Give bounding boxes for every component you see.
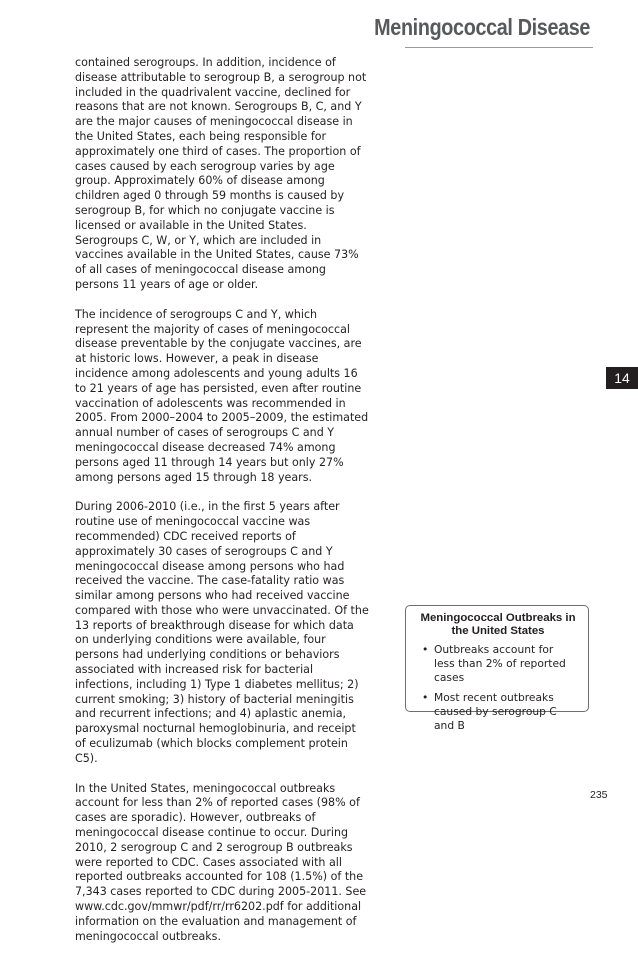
bullet-icon: • [422, 690, 429, 704]
running-header-title: Meningococcal Disease [374, 14, 590, 40]
sidebar-bullet-list [420, 643, 576, 733]
page-number: 235 [590, 789, 608, 801]
chapter-tab: 14 [606, 367, 638, 389]
body-text-column [75, 56, 370, 959]
body-paragraph: In the United States, meningococcal outbreaks account for less than 2% of reported cases (98% of cases are sporadic). However, outbreaks of meningococcal disease continue to occur. During 2010, 2 serogroup C and 2 serogroup B outbreaks were reported to CDC. Cases associated with all reported outbreaks accounted for 108 (1.5%) of the 7,343 cases reported to CDC during 2005-2011. See www.cdc.gov/mmwr/pdf/rr/rr6202.pdf for additional information on the evaluation and management of meningococcal outbreaks. [75, 781, 367, 943]
sidebar-callout-box [405, 605, 589, 733]
bullet-icon: • [422, 643, 429, 656]
sidebar-bullet-item [420, 691, 576, 734]
header-divider [405, 47, 593, 48]
body-paragraph: contained serogroups. In addition, incidence of disease attributable to serogroup B, a serogroup not included in the quadrivalent vaccine, declined for reasons that are not known. Serogroups B, C, and Y are the major causes of meningococcal disease in the United States, each being responsible for approximately one third of cases. The proportion of cases caused by each serogroup varies by age group. Approximately 60% of disease among children aged 0 through 59 months is caused by serogroup B, for which no conjugate vaccine is licensed or available in the United States. Serogroups C, W, or Y, which are included in vaccines available in the United States, cause 73% of all cases of meningococcal disease among persons 11 years of age or older. [75, 56, 367, 291]
sidebar-title: Meningococcal Outbreaks in the United States [420, 612, 576, 637]
sidebar-bullet-text: Outbreaks account for less than 2% of reported cases [434, 643, 566, 685]
body-paragraph: The incidence of serogroups C and Y, which represent the majority of cases of meningococcal disease preventable by the conjugate vaccines, are at historic lows. However, a peak in disease incidence among adolescents and young adults 16 to 21 years of age has persisted, even after routine vaccination of adolescents was recommended in 2005. From 2000–2004 to 2005–2009, the estimated annual number of cases of serogroups C and Y meningococcal disease decreased 74% among persons aged 11 through 14 years but only 27% among persons aged 15 through 18 years. [75, 307, 369, 484]
body-paragraph: During 2006-2010 (i.e., in the first 5 years after routine use of meningococcal vaccine was recommended) CDC received reports of approximately 30 cases of serogroups C and Y meningococcal disease among persons who had received the vaccine. The case-fatality ratio was similar among persons who had received vaccine compared with those who were unvaccinated. Of the 13 reports of breakthrough disease for which data on underlying conditions were available, four persons had underlying conditions or behaviors associated with increased risk for bacterial infections, including 1) Type 1 diabetes mellitus; 2) current smoking; 3) history of bacterial meningitis and recurrent infections; and 4) aplastic anemia, paroxysmal nocturnal hemoglobinuria, and receipt of eculizumab (which blocks complement protein C5). [75, 500, 369, 765]
sidebar-bullet-item [420, 643, 576, 686]
sidebar-bullet-text: Most recent outbreaks caused by serogroup C and B [434, 690, 557, 733]
